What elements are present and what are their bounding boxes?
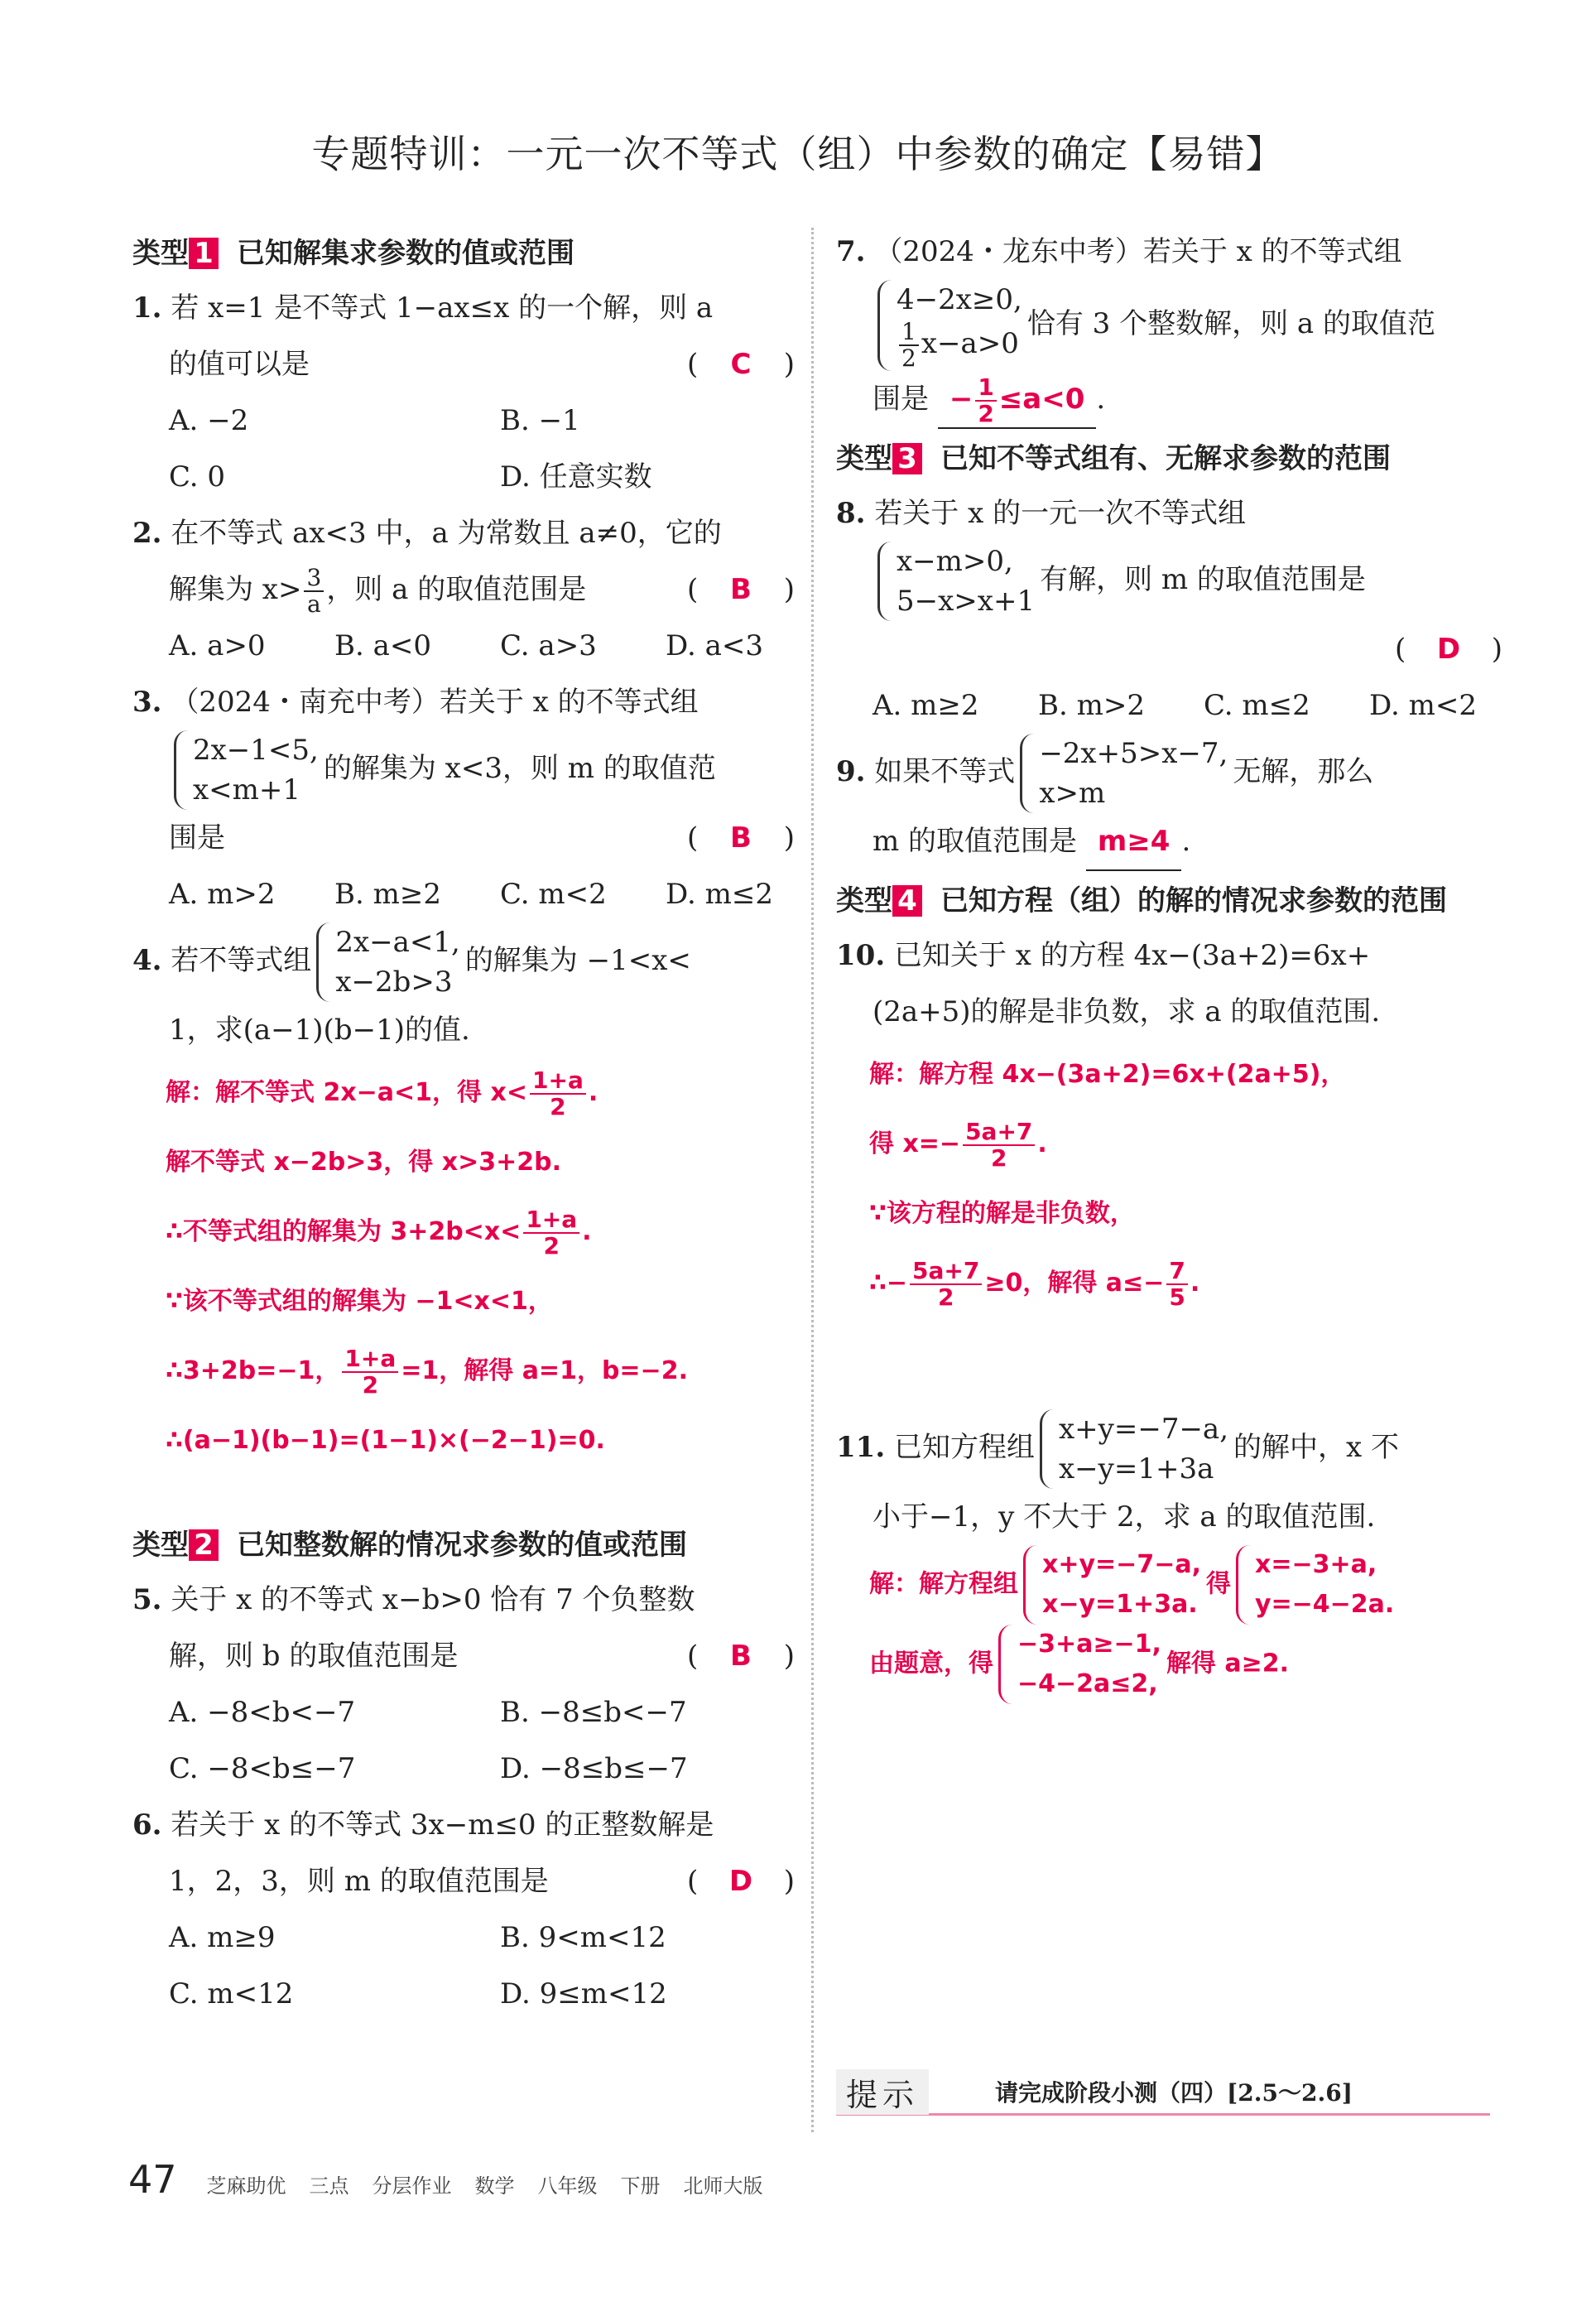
- options-1: A. −2 B. −1 C. 0 D. 任意实数: [169, 404, 652, 494]
- solution-10: 解：解方程 4x−(3a+2)=6x+(2a+5)， 得 x=− $\frac{5a+7}{2}$ . ∵该方程的解是非负数， ∴− $\frac{5a+7}{2}$ ≥0，解得 a≤− $\frac{7}{5}$ .: [869, 1060, 1346, 1311]
- type-heading-2: 类型 2 已知整数解的情况求参数的值或范围: [132, 1529, 687, 1562]
- options-2: A. a>0 B. a<0 C. a>3 D. a<3: [169, 629, 764, 662]
- right-column: [836, 224, 1502, 1704]
- inequality-system: x−m>0, 5−x>x+1: [877, 542, 1035, 621]
- page-number: 47: [128, 2157, 177, 2202]
- inequality-system: 2x−a<1, x−2b>3: [316, 922, 460, 1002]
- hint-label: 提示: [836, 2069, 929, 2115]
- type-heading-1: 类型 1 已知解集求参数的值或范围: [132, 237, 574, 270]
- left-column: [132, 224, 795, 2022]
- question-4: 4. 若不等式组 2x−a<1, x−2b>3 的解集为 −1<x< 1，求(a−1)(b−1)的值.: [132, 922, 795, 1058]
- type-heading-3: 类型 3 已知不等式组有、无解求参数的范围: [836, 442, 1391, 475]
- answer-3: ( B ): [687, 821, 795, 855]
- answer-blank-9: m≥4: [1086, 813, 1182, 871]
- answer-5: ( B ): [687, 1640, 795, 1673]
- question-2: 2. 在不等式 ax<3 中，a 为常数且 a≠0，它的 解集为 x> $\frac{3}{a}$ ，则 a 的取值范围是 ( B ): [132, 517, 795, 618]
- question-3: 3. （2024・南充中考）若关于 x 的不等式组 2x−1<5, x<m+1 的解集为 x<3，则 m 的取值范 围是 ( B ): [132, 674, 795, 866]
- question-10: 10. 已知关于 x 的方程 4x−(3a+2)=6x+ (2a+5)的解是非负数，求 a 的取值范围.: [836, 939, 1381, 1028]
- inequality-system: 2x−1<5, x<m+1: [174, 730, 319, 810]
- footer-brand: 芝麻助优: [206, 2174, 286, 2198]
- page-footer: 47 芝麻助优 三点 分层作业 数学 八年级 下册 北师大版: [128, 2157, 763, 2202]
- question-1: 1. 若 x=1 是不等式 1−ax≤x 的一个解，则 a 的值可以是 ( C ): [132, 280, 795, 392]
- answer-1: ( C ): [687, 348, 795, 381]
- question-7: 7. （2024・龙东中考）若关于 x 的不等式组 4−2x≥0, $\frac{1}{2}$ x−a>0 恰有 3 个整数解，则 a 的取值范 围是 − $\frac{1}{2}$ ≤a<0 .: [836, 224, 1502, 429]
- inequality-system: −2x+5>x−7, x>m: [1020, 734, 1228, 813]
- options-3: A. m>2 B. m≥2 C. m<2 D. m≤2: [169, 878, 774, 911]
- answer-6: ( D ): [687, 1865, 795, 1898]
- question-8: 8. 若关于 x 的一元一次不等式组 x−m>0, 5−x>x+1 有解，则 m 的取值范围是 ( D ): [836, 485, 1502, 677]
- hint-bar: [836, 2070, 1490, 2116]
- equation-system: x+y=−7−a, x−y=1+3a: [1040, 1409, 1228, 1489]
- options-5: A. −8<b<−7 B. −8≤b<−7 C. −8<b≤−7 D. −8≤b≤−7: [169, 1696, 688, 1785]
- question-6: 6. 若关于 x 的不等式 3x−m≤0 的正整数解是 1，2，3，则 m 的取值范围是 ( D ): [132, 1797, 795, 1909]
- question-5: 5. 关于 x 的不等式 x−b>0 恰有 7 个负整数 解，则 b 的取值范围是 ( B ): [132, 1572, 795, 1684]
- answer-blank-7: − $\frac{1}{2}$ ≤a<0: [938, 371, 1097, 429]
- answer-2: ( B ): [687, 573, 795, 606]
- inequality-system: 4−2x≥0, $\frac{1}{2}$ x−a>0: [877, 280, 1022, 371]
- solution-11: 解：解方程组 x+y=−7−a, x−y=1+3a. 得 x=−3+a, y=−4−2a. 由题意，得 −3+a≥−1, −4−2a≤2, 解得 a≥2.: [836, 1545, 1502, 1704]
- solution-4: 解：解不等式 2x−a<1，得 x< $\frac{1+a}{2}$ . 解不等式 x−2b>3，得 x>3+2b. ∴不等式组的解集为 3+2b<x< $\frac{1+a}{2}$ . ∵该不等式组的解集为 −1<x<1， ∴3+2b=−1， $\frac{1+a}{2}$ =1，解得 a=1，b=−2. ∴(a−1)(b−1)=(1−1)×(−2−1)=0.: [166, 1066, 688, 1455]
- options-6: A. m≥9 B. 9<m<12 C. m<12 D. 9≤m<12: [169, 1921, 667, 2010]
- question-11: 11. 已知方程组 x+y=−7−a, x−y=1+3a 的解中，x 不 小于−1，y 不大于 2，求 a 的取值范围.: [836, 1409, 1502, 1545]
- question-9: 9. 如果不等式 −2x+5>x−7, x>m 无解，那么 m 的取值范围是 m≥4 .: [836, 734, 1502, 871]
- type-heading-4: 类型 4 已知方程（组）的解的情况求参数的范围: [836, 884, 1447, 917]
- options-8: A. m≥2 B. m>2 C. m≤2 D. m<2: [873, 689, 1478, 722]
- page-title: 专题特训：一元一次不等式（组）中参数的确定【易错】: [311, 132, 1285, 176]
- hint-text: 请完成阶段小测（四）[2.5～2.6]: [995, 2079, 1353, 2107]
- column-divider: [811, 228, 814, 2132]
- answer-8: ( D ): [1395, 633, 1502, 666]
